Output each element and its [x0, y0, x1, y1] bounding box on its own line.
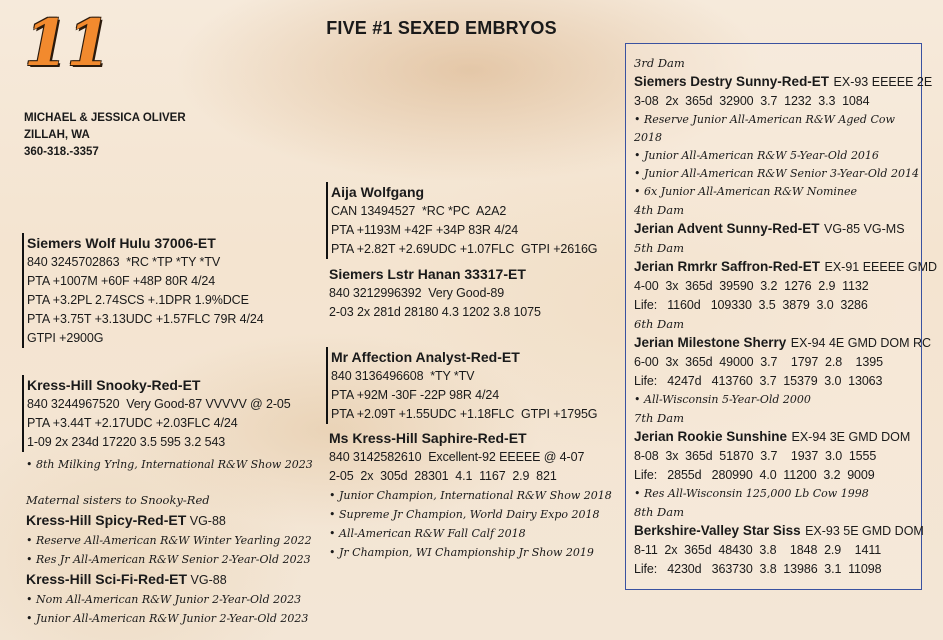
- sire-of-dam-line: PTA +2.09T +1.55UDC +1.18FLC GTPI +1795G: [331, 407, 598, 421]
- granddam-note: • Junior Champion, International R&W Show 2018: [329, 486, 624, 505]
- dam-line: 1-09 2x 234d 17220 3.5 595 3.2 543: [27, 435, 226, 449]
- consignor-name: MICHAEL & JESSICA OLIVER: [24, 112, 186, 124]
- ancestor-heading: [634, 333, 932, 353]
- ancestor-score: EX-93 5E GMD DOM: [805, 524, 924, 538]
- ancestor-lifetime: Life: 1160d 109330 3.5 3879 3.0 3286: [634, 298, 868, 312]
- sire-of-dam-name: Mr Affection Analyst-Red-ET: [331, 349, 520, 365]
- ancestor-record: 3-08 2x 365d 32900 3.7 1232 3.3 1084: [634, 94, 870, 108]
- sister-score: VG-88: [189, 514, 226, 528]
- maternal-sisters: [26, 491, 326, 628]
- ancestor-note: • Junior All-American R&W Senior 3-Year-Old 2014: [634, 165, 921, 183]
- granddam-note: • Jr Champion, WI Championship Jr Show 2019: [329, 543, 624, 562]
- ancestor-heading: [634, 219, 921, 239]
- ancestor-name: Siemers Destry Sunny-Red-ET: [634, 74, 830, 89]
- sister-note: • Junior All-American R&W Junior 2-Year-Old 2023: [26, 609, 326, 628]
- generation-label: 8th Dam: [634, 505, 684, 519]
- sister-heading: [26, 569, 326, 590]
- ancestor-name: Jerian Rmrkr Saffron-Red-ET: [634, 259, 821, 274]
- ancestor-name: Jerian Advent Sunny-Red-ET: [634, 221, 820, 236]
- ancestor-heading: [634, 72, 933, 92]
- granddam-line: 840 3142582610 Excellent-92 EEEEE @ 4-07: [329, 450, 585, 464]
- headline: FIVE #1 SEXED EMBRYOS: [326, 18, 557, 38]
- ancestor-record: 6-00 3x 365d 49000 3.7 1797 2.8 1395: [634, 355, 883, 369]
- sire-block: [22, 233, 312, 348]
- ancestor-heading: [634, 257, 938, 277]
- generation-label: 5th Dam: [634, 241, 684, 255]
- generation-label: 6th Dam: [634, 317, 684, 331]
- dam-of-sire-block: [329, 264, 619, 322]
- ancestor-record: 8-08 3x 365d 51870 3.7 1937 3.0 1555: [634, 449, 877, 463]
- dam-line: 840 3244967520 Very Good-87 VVVVV @ 2-05: [27, 397, 291, 411]
- ancestor-lifetime: Life: 2855d 280990 4.0 11200 3.2 9009: [634, 468, 875, 482]
- granddam-note: • All-American R&W Fall Calf 2018: [329, 524, 624, 543]
- ancestor-lifetime: Life: 4230d 363730 3.8 13986 3.1 11098: [634, 562, 882, 576]
- sire-name: Siemers Wolf Hulu 37006-ET: [27, 235, 216, 251]
- sire-line: PTA +3.2PL 2.74SCS +.1DPR 1.9%DCE: [27, 293, 249, 307]
- sister-heading: [26, 510, 326, 531]
- dam-of-sire-line: 840 3212996392 Very Good-89: [329, 286, 505, 300]
- sister-note: • Reserve All-American R&W Winter Yearling 2022: [26, 531, 326, 550]
- ancestor-score: EX-91 EEEEE GMD: [824, 260, 938, 274]
- sire-of-sire-name: Aija Wolfgang: [331, 184, 425, 200]
- sire-of-dam-line: PTA +92M -30F -22P 98R 4/24: [331, 388, 500, 402]
- ancestor-note: • All-Wisconsin 5-Year-Old 2000: [634, 391, 921, 409]
- ancestor-score: EX-93 EEEEE 2E: [833, 75, 933, 89]
- sister-score: VG-88: [190, 573, 227, 587]
- dam-line: PTA +3.44T +2.17UDC +2.03FLC 4/24: [27, 416, 238, 430]
- extended-pedigree-box: [625, 43, 938, 590]
- dam-note: • 8th Milking Yrlng, International R&W Show 2023: [26, 455, 326, 474]
- dam-name: Kress-Hill Snooky-Red-ET: [27, 377, 201, 393]
- dam-block: [22, 375, 312, 452]
- granddam-line: 2-05 2x 305d 28301 4.1 1167 2.9 821: [329, 469, 557, 483]
- generation-label: 4th Dam: [634, 203, 684, 217]
- sire-of-sire-block: [326, 182, 616, 259]
- generation-label: 7th Dam: [634, 411, 684, 425]
- ancestor-note: • Junior All-American R&W 5-Year-Old 2016: [634, 147, 921, 165]
- sire-of-dam-line: 840 3136496608 *TY *TV: [331, 369, 475, 383]
- ancestor-name: Berkshire-Valley Star Siss: [634, 523, 801, 538]
- consignor-city: ZILLAH, WA: [24, 129, 90, 141]
- ancestor-note: • 6x Junior All-American R&W Nominee: [634, 183, 921, 201]
- ancestor-record: 4-00 3x 365d 39590 3.2 1276 2.9 1132: [634, 279, 869, 293]
- ancestor-record: 8-11 2x 365d 48430 3.8 1848 2.9 1411: [634, 543, 882, 557]
- sire-of-sire-line: CAN 13494527 *RC *PC A2A2: [331, 204, 507, 218]
- consignor-info: [24, 110, 186, 161]
- granddam-name: Ms Kress-Hill Saphire-Red-ET: [329, 430, 527, 446]
- generation-label: 3rd Dam: [634, 56, 685, 70]
- dam-of-sire-name: Siemers Lstr Hanan 33317-ET: [329, 266, 526, 282]
- sister-note: • Nom All-American R&W Junior 2-Year-Old 2023: [26, 590, 326, 609]
- dam-of-sire-line: 2-03 2x 281d 28180 4.3 1202 3.8 1075: [329, 305, 541, 319]
- sister-name: Kress-Hill Spicy-Red-ET: [26, 512, 187, 528]
- ancestor-name: Jerian Milestone Sherry: [634, 335, 787, 350]
- ancestor-heading: [634, 427, 921, 447]
- ancestor-note: • Res All-Wisconsin 125,000 Lb Cow 1998: [634, 485, 921, 503]
- sire-line: 840 3245702863 *RC *TP *TY *TV: [27, 255, 221, 269]
- granddam-note: • Supreme Jr Champion, World Dairy Expo 2018: [329, 505, 624, 524]
- sire-line: PTA +3.75T +3.13UDC +1.57FLC 79R 4/24: [27, 312, 264, 326]
- maternal-sisters-heading: Maternal sisters to Snooky-Red: [26, 493, 210, 507]
- sire-of-sire-line: PTA +2.82T +2.69UDC +1.07FLC GTPI +2616G: [331, 242, 598, 256]
- ancestor-note: • Reserve Junior All-American R&W Aged Cow 2018: [634, 111, 921, 147]
- ancestor-score: VG-85 VG-MS: [823, 222, 905, 236]
- ancestor-name: Jerian Rookie Sunshine: [634, 429, 788, 444]
- lot-number: 11: [24, 6, 110, 81]
- sire-of-sire-line: PTA +1193M +42F +34P 83R 4/24: [331, 223, 519, 237]
- sire-of-dam-block: [326, 347, 616, 424]
- ancestor-score: EX-94 4E GMD DOM RC: [790, 336, 932, 350]
- dam-notes: [26, 455, 326, 474]
- sire-line: PTA +1007M +60F +48P 80R 4/24: [27, 274, 216, 288]
- sister-name: Kress-Hill Sci-Fi-Red-ET: [26, 571, 188, 587]
- ancestor-heading: [634, 521, 924, 541]
- ancestor-score: EX-94 3E GMD DOM: [791, 430, 911, 444]
- sire-line: GTPI +2900G: [27, 331, 104, 345]
- granddam-block: [329, 428, 624, 562]
- sister-note: • Res Jr All-American R&W Senior 2-Year-Old 2023: [26, 550, 326, 569]
- ancestor-lifetime: Life: 4247d 413760 3.7 15379 3.0 13063: [634, 374, 883, 388]
- consignor-phone: 360-318.-3357: [24, 146, 99, 158]
